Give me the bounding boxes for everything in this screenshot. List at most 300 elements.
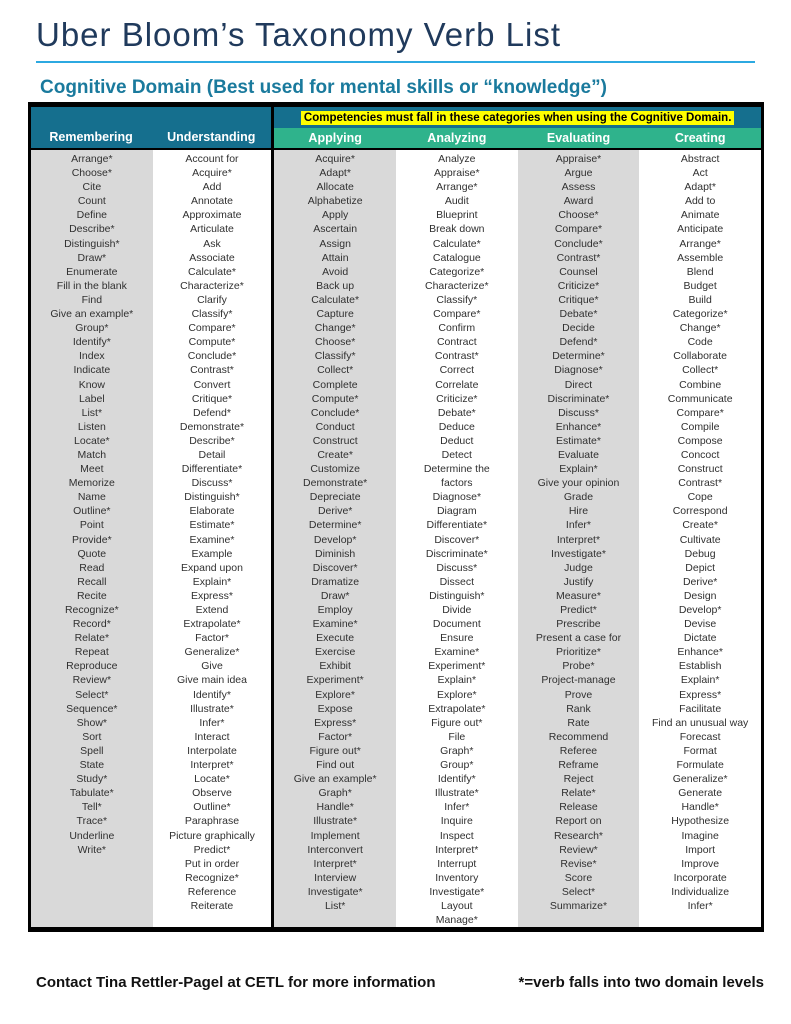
verb-item: Extend <box>195 604 229 616</box>
verb-item: Give an example* <box>293 773 377 786</box>
verb-item: Elaborate <box>189 505 235 518</box>
verb-item: Discuss* <box>558 406 599 419</box>
verb-item: Convert <box>193 378 231 391</box>
verb-item: Add to <box>684 195 716 208</box>
verb-item: Give your opinion <box>537 477 620 490</box>
column-header-applying: Applying <box>308 131 362 145</box>
verb-item: Inquire <box>440 815 473 828</box>
verb-item: Give <box>201 660 223 673</box>
verb-item: Explore* <box>315 688 355 701</box>
verb-item: Imagine <box>681 829 719 842</box>
verb-item: Meet <box>80 463 104 476</box>
verb-item: Identify* <box>437 773 476 786</box>
verb-item: Conclude* <box>187 350 237 363</box>
header-left-group <box>31 107 274 148</box>
verb-item: Referee <box>559 744 598 757</box>
verb-item: Cite <box>82 181 102 194</box>
verb-item: Acquire* <box>192 167 232 180</box>
verb-item: Count <box>77 195 106 208</box>
verb-item: Divide <box>442 604 472 616</box>
verb-item: Recognize* <box>185 871 239 884</box>
verb-item: Adapt* <box>319 167 351 180</box>
verb-item: Allocate <box>316 181 354 194</box>
verb-item: Distinguish* <box>64 237 120 250</box>
verb-item: Give main idea <box>176 674 247 687</box>
verb-item: Factor* <box>195 632 229 645</box>
verb-item: Listen <box>77 420 106 433</box>
verb-item: Sequence* <box>66 702 118 715</box>
verb-item: Paraphrase <box>184 815 240 828</box>
verb-item: Ensure <box>440 632 474 645</box>
verb-item: Record* <box>72 618 111 631</box>
verb-item: Assess <box>561 181 596 194</box>
verb-item: Outline* <box>193 801 231 814</box>
section-heading: Cognitive Domain (Best used for mental skills or “knowledge”) <box>40 77 607 98</box>
verb-item: Characterize* <box>180 279 244 292</box>
verb-item: Investigate* <box>551 547 606 560</box>
verb-item: Label <box>78 392 105 405</box>
verb-item: Counsel <box>559 265 598 278</box>
verb-item: Add <box>202 181 222 194</box>
verb-item: Facilitate <box>679 702 722 715</box>
verb-item: Anticipate <box>677 223 724 236</box>
verb-item: Arrange* <box>679 237 721 250</box>
verb-item: Deduce <box>438 420 475 433</box>
verb-item: Investigate* <box>307 885 363 898</box>
verb-item: Layout <box>441 899 473 912</box>
verb-item: Diagnose* <box>554 364 603 377</box>
verb-item: Customize <box>310 463 360 476</box>
title-underline <box>36 61 755 63</box>
verb-item: Assemble <box>677 251 724 264</box>
verb-item: Debate* <box>437 406 476 419</box>
verb-item: Select* <box>561 885 596 898</box>
competencies-note: Competencies must fall in these categories when using the Cognitive Domain. <box>301 111 735 125</box>
verb-item: Draw* <box>77 251 107 264</box>
verb-column-understanding <box>153 150 275 927</box>
verb-item: Change* <box>679 322 721 335</box>
verb-item: Prescribe <box>556 618 601 631</box>
verb-item: Infer* <box>444 801 470 814</box>
verb-item: Reproduce <box>66 660 118 673</box>
verb-item: Compare* <box>676 406 724 419</box>
verb-item: Direct <box>564 378 593 391</box>
verb-item: Find an unusual way <box>652 716 749 729</box>
verb-item: Approximate <box>182 209 242 222</box>
verb-item: Collaborate <box>673 350 727 363</box>
verb-item: Compute* <box>311 392 359 405</box>
verb-item: Classify* <box>314 350 356 363</box>
verb-item: Illustrate* <box>313 815 358 828</box>
verb-item: Defend* <box>193 406 231 419</box>
column-header-evaluating: Evaluating <box>546 131 611 145</box>
verb-item: Recognize* <box>64 604 119 616</box>
verb-item: Blueprint <box>436 209 478 222</box>
verb-item: Draw* <box>320 589 350 602</box>
verb-item: Examine* <box>312 618 358 631</box>
verb-item: Appraise* <box>434 167 480 180</box>
verb-item: Distinguish* <box>184 491 240 504</box>
verb-column-creating <box>639 150 761 927</box>
verb-item: Combine <box>679 378 722 391</box>
verb-item: Infer* <box>199 716 225 729</box>
verb-item: Avoid <box>322 265 349 278</box>
verb-item: Calculate* <box>188 265 236 278</box>
verb-item: Change* <box>314 322 356 335</box>
verb-item: Develop* <box>313 533 357 546</box>
verb-item: Adapt* <box>684 181 716 194</box>
verb-item: Review* <box>559 843 598 856</box>
verb-item: Release <box>559 801 598 814</box>
verb-item: Employ <box>317 604 353 616</box>
verb-item: Diagram <box>436 505 477 518</box>
footer-contact: Contact Tina Rettler-Pagel at CETL for more information <box>36 974 436 992</box>
verb-item: Formulate <box>676 759 724 772</box>
verb-item: Associate <box>189 251 235 264</box>
verb-item: Categorize* <box>429 265 485 278</box>
verb-column-applying <box>274 150 396 927</box>
verb-item: Demonstrate* <box>179 420 245 433</box>
verb-item: Tabulate* <box>69 787 114 800</box>
verb-item: Interact <box>194 730 230 743</box>
verb-item: Contrast* <box>556 251 601 264</box>
verb-item: Compare* <box>188 322 236 335</box>
verb-item: Prioritize* <box>556 646 601 659</box>
verb-item: Capture <box>316 308 354 321</box>
verb-item: Cultivate <box>679 533 721 546</box>
verb-item: Measure* <box>556 589 601 602</box>
verb-item: Critique* <box>191 392 233 405</box>
verb-item: Express* <box>679 688 722 701</box>
verb-item: Design <box>683 589 717 602</box>
verb-item: Articulate <box>190 223 234 236</box>
verb-item: Dramatize <box>311 575 360 588</box>
verb-item: Ascertain <box>313 223 358 236</box>
verb-item: Import <box>685 843 716 856</box>
verb-item: Recite <box>76 589 107 602</box>
verb-item: Collect* <box>317 364 354 377</box>
verb-item: Justify <box>563 575 594 588</box>
verb-item: Investigate* <box>429 885 485 898</box>
verb-item: Locate* <box>194 773 230 786</box>
verb-item: Execute <box>316 632 355 645</box>
column-header-understanding: Understanding <box>167 130 256 144</box>
verb-item: Contrast* <box>190 364 234 377</box>
verb-item: Audit <box>444 195 469 208</box>
verb-item: Evaluate <box>558 448 599 461</box>
verb-item: Interpret* <box>435 843 479 856</box>
verb-item: Communicate <box>667 392 733 405</box>
verb-item: Read <box>79 561 105 574</box>
verb-item: Group* <box>440 759 474 772</box>
verb-item: Diminish <box>315 547 356 560</box>
verb-item: List* <box>81 406 103 419</box>
verb-item: Contrast* <box>434 350 479 363</box>
verb-item: Identify* <box>72 336 111 349</box>
verb-item: Research* <box>553 829 603 842</box>
verb-item: Forecast <box>679 730 721 743</box>
verb-item: Generalize* <box>184 646 240 659</box>
verb-item: Diagnose* <box>432 491 482 504</box>
verb-item: Write* <box>77 843 107 856</box>
verb-item: Analyze <box>438 153 476 165</box>
verb-item: Exhibit <box>319 660 351 673</box>
verb-item: Discover* <box>434 533 480 546</box>
verb-item: Apply <box>322 209 349 222</box>
verb-item: Code <box>687 336 713 349</box>
verb-item: Reject <box>563 773 594 786</box>
verb-item: Confirm <box>438 322 476 335</box>
verb-item: Individualize <box>671 885 730 898</box>
verb-item: Underline <box>69 829 115 842</box>
verb-item: Criticize* <box>436 392 478 405</box>
verb-item: Find out <box>316 759 355 772</box>
verb-item: Extrapolate* <box>183 618 241 631</box>
verb-item: Construct <box>312 434 358 447</box>
verb-item: Budget <box>683 279 717 292</box>
verb-item: Enumerate <box>66 265 118 278</box>
verb-item: Trace* <box>76 815 108 828</box>
verb-item: Study* <box>76 773 108 786</box>
verb-item: Select* <box>75 688 109 701</box>
verb-item: Explore* <box>436 688 477 701</box>
verb-item: Inventory <box>435 871 479 884</box>
verb-item: Estimate* <box>189 519 235 532</box>
verb-item: Debug <box>684 547 716 560</box>
verb-item: Discuss* <box>436 561 478 574</box>
verb-item: Distinguish* <box>429 589 485 602</box>
verb-item: Catalogue <box>432 251 481 264</box>
verb-item: Collect* <box>682 364 719 377</box>
verb-item: Sort <box>82 730 102 743</box>
header-right-group <box>274 107 761 148</box>
verb-column-evaluating <box>518 150 640 927</box>
verb-item: Conduct <box>315 420 355 433</box>
verb-item: Handle* <box>681 801 719 814</box>
verb-item: Implement <box>310 829 360 842</box>
verb-item: Document <box>432 618 481 631</box>
verb-item: Contract <box>436 336 477 349</box>
verb-item: Concoct <box>680 448 720 461</box>
verb-item: Expose <box>317 702 353 715</box>
verb-item: Probe* <box>562 660 595 673</box>
verb-item: Point <box>79 519 104 532</box>
verb-item: Demonstrate* <box>303 477 368 490</box>
verb-item: Depreciate <box>309 491 361 504</box>
verb-item: Derive* <box>317 505 353 518</box>
verb-item: Judge <box>564 561 593 574</box>
verb-item: Argue <box>564 167 593 180</box>
verb-item: Experiment* <box>428 660 486 673</box>
verb-item: Examine* <box>189 533 235 546</box>
verb-item: Tell* <box>81 801 102 814</box>
verb-item: Derive* <box>682 575 718 588</box>
verb-item: Locate* <box>74 434 110 447</box>
verb-item: Appraise* <box>555 153 602 165</box>
header-green-row <box>274 128 761 148</box>
verb-item: Explain* <box>437 674 477 687</box>
verb-item: Reference <box>187 885 237 898</box>
verb-item: Interpolate <box>187 744 237 757</box>
verb-item: Criticize* <box>557 279 600 292</box>
verb-item: Report on <box>555 815 602 828</box>
verb-item: Contrast* <box>678 477 723 490</box>
verb-item: Format <box>683 744 717 757</box>
verb-column-analyzing <box>396 150 518 927</box>
verb-item: Relate* <box>561 787 596 800</box>
verb-item: Determine* <box>552 350 605 363</box>
verb-item: Improve <box>681 857 720 870</box>
verb-item: Assign <box>319 237 351 250</box>
verb-item: Attain <box>321 251 349 264</box>
verb-item: Exercise <box>315 646 356 659</box>
verb-item: Observe <box>192 787 232 800</box>
verb-item: Establish <box>678 660 722 673</box>
verb-item: Choose* <box>558 209 599 222</box>
verb-item: Detect <box>441 448 472 461</box>
verb-item: Factor* <box>318 730 353 743</box>
verb-item: Interpret* <box>190 759 234 772</box>
verb-item: Spell <box>80 744 104 757</box>
verb-item: Abstract <box>680 153 720 165</box>
verb-item: Discuss* <box>191 477 233 490</box>
verb-item: Devise <box>684 618 717 631</box>
verb-item: Rate <box>567 716 590 729</box>
verb-item: Generalize* <box>672 773 728 786</box>
column-header-analyzing: Analyzing <box>427 131 487 145</box>
verb-item: Figure out* <box>309 744 361 757</box>
verb-item: Conclude* <box>310 406 360 419</box>
verb-item: File <box>448 730 466 743</box>
verb-item: Put in order <box>184 857 240 870</box>
verb-item: Compile <box>680 420 720 433</box>
verb-item: State <box>79 759 105 772</box>
page-footer <box>36 974 764 991</box>
verb-item: Extrapolate* <box>428 702 486 715</box>
verb-item: Name <box>77 491 106 504</box>
competencies-note-row <box>274 107 761 128</box>
verb-item: Interconvert <box>307 843 363 856</box>
verb-item: Interrupt <box>437 857 477 870</box>
verb-item: Index <box>78 350 105 363</box>
verb-item: Correlate <box>435 378 479 391</box>
table-body <box>31 150 761 927</box>
column-header-creating: Creating <box>674 131 726 145</box>
verb-item: Detail <box>198 448 226 461</box>
verb-item: Score <box>564 871 593 884</box>
verb-item: Acquire* <box>315 153 355 165</box>
verb-item: Graph* <box>318 787 352 800</box>
verb-item: Handle* <box>316 801 354 814</box>
verb-item: Review* <box>72 674 112 687</box>
verb-item: Indicate <box>73 364 111 377</box>
verb-item: Fill in the blank <box>56 279 127 292</box>
verb-item: Correct <box>439 364 475 377</box>
verb-item: Hypothesize <box>671 815 730 828</box>
verb-item: Account for <box>185 153 239 165</box>
verb-item: Inspect <box>439 829 474 842</box>
verb-item: Graph* <box>440 744 474 757</box>
verb-item: Arrange* <box>436 181 478 194</box>
verb-item: Give an example* <box>50 308 134 321</box>
verb-item: Animate <box>680 209 720 222</box>
verb-item: Quote <box>77 547 107 560</box>
verb-item: Interpret* <box>313 857 357 870</box>
verb-item: Enhance* <box>677 646 723 659</box>
verb-item: Present a case for <box>535 632 622 645</box>
verb-item: Correspond <box>672 505 728 518</box>
verb-item: Blend <box>686 265 714 278</box>
verb-item: Discriminate* <box>425 547 488 560</box>
verb-item: Match <box>77 448 107 461</box>
verb-item: Explain* <box>680 674 720 687</box>
verb-item: Compose <box>677 434 723 447</box>
verb-item: Recall <box>77 575 107 588</box>
verb-item: Clarify <box>197 293 227 306</box>
verb-item: Generate <box>678 787 723 800</box>
verb-item: Choose* <box>315 336 356 349</box>
verb-item: Explain* <box>559 463 598 476</box>
verb-item: Dissect <box>439 575 475 588</box>
verb-item: Show* <box>76 716 107 729</box>
verb-item: Create* <box>682 519 718 532</box>
verb-item: Figure out* <box>431 716 483 729</box>
verb-item: Define <box>76 209 107 222</box>
verb-item: Picture graphically <box>169 829 255 842</box>
verb-item: Construct <box>677 463 723 476</box>
verb-item: Hire <box>568 505 589 518</box>
verb-item: Group* <box>75 322 109 335</box>
verb-item: Compute* <box>188 336 236 349</box>
verb-item: Illustrate* <box>190 702 234 715</box>
page-title: Uber Bloom’s Taxonomy Verb List <box>36 16 562 53</box>
verb-item: List* <box>324 899 346 912</box>
verb-item: Back up <box>316 279 355 292</box>
verb-item: Predict* <box>193 843 231 856</box>
verb-item: Experiment* <box>306 674 364 687</box>
verb-item: Discriminate* <box>547 392 610 405</box>
verb-item: Decide <box>562 322 595 335</box>
verb-item: Describe* <box>69 223 115 236</box>
verb-item: Calculate* <box>311 293 360 306</box>
verb-item: Examine* <box>434 646 480 659</box>
verb-item: Summarize* <box>549 899 608 912</box>
verb-item: Classify* <box>436 293 478 306</box>
verb-column-remembering <box>31 150 153 927</box>
verb-item: Identify* <box>193 688 231 701</box>
verb-item: Infer* <box>565 519 592 532</box>
verb-item: Debate* <box>559 308 598 321</box>
verb-item: Develop* <box>678 604 722 616</box>
verb-item: Memorize <box>68 477 115 490</box>
verb-item: Dictate <box>683 632 717 645</box>
verb-item: Differentiate* <box>181 463 243 476</box>
verb-item: Arrange* <box>71 153 113 165</box>
verb-item: Enhance* <box>555 420 602 433</box>
verb-item: Conclude* <box>554 237 603 250</box>
verb-item: Expand upon <box>181 561 243 574</box>
verb-item: Recommend <box>548 730 609 743</box>
verb-item: Express* <box>190 589 233 602</box>
verb-table <box>28 102 764 932</box>
verb-item: Provide* <box>71 533 112 546</box>
verb-item: Characterize* <box>425 279 489 292</box>
column-header-remembering: Remembering <box>49 130 133 144</box>
verb-item: Predict* <box>560 604 597 616</box>
verb-item: Compare* <box>433 308 481 321</box>
verb-item: Know <box>78 378 105 391</box>
verb-item: Project-manage <box>541 674 616 687</box>
